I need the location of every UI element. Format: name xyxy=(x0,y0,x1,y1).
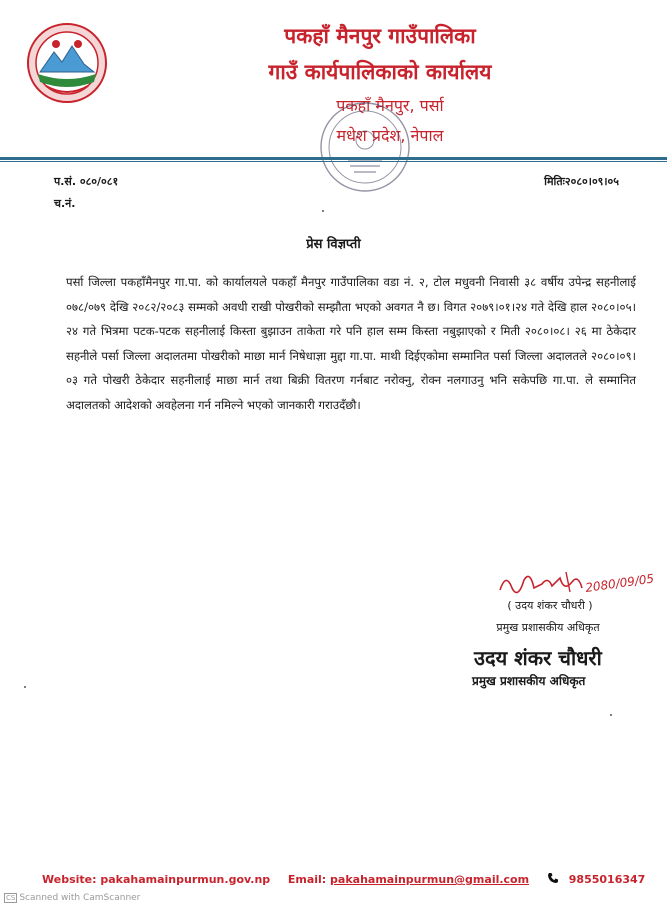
government-emblem-logo xyxy=(26,22,108,104)
header-divider xyxy=(0,157,667,160)
scan-speck xyxy=(322,210,324,212)
address-line: पकहाँ मैनपुर, पर्सा xyxy=(336,96,444,115)
notice-title: प्रेस विज्ञप्ती xyxy=(306,237,361,252)
website-label: Website: xyxy=(42,873,97,886)
office-name: गाउँ कार्यपालिकाको कार्यालय xyxy=(268,60,492,84)
contact-footer xyxy=(42,872,645,886)
scan-speck xyxy=(610,714,612,716)
document-date: मितिः२०८०।०९।०५ xyxy=(544,175,619,188)
signatory-name-stamp: उदय शंकर चौधरी xyxy=(474,646,602,670)
municipality-name: पकहाँ मैनपुर गाउँपालिका xyxy=(284,24,476,48)
scan-speck xyxy=(24,686,26,688)
signatory-designation: प्रमुख प्रशासकीय अधिकृत xyxy=(496,621,600,634)
notice-body: पर्सा जिल्ला पकहाँमैनपुर गा.पा. को कार्यालयले पकहाँ मैनपुर गाउँपालिका वडा नं. २, टोल मधुवनी निवासी ३८ वर्षीय उपेन्द्र सहनीलाई ०७८/०७९ देखि २०८२/२०८३ सम्मको अवधी राखी पोखरीको सम्झौता भएको अवगत नै छ। विगत २०७९।०१।२४ गते देखि हाल २०८०।०५।२४ गते भित्रमा पटक-पटक सहनीलाई किस्ता बुझाउन ताकेता गरे पनि हाल सम्म किस्ता नबुझाएको र मिती २०८०।०८। २६ मा ठेकेदार सहनीले पर्सा जिल्ला अदालतमा पोखरीको माछा मार्न निषेधाज्ञा मुद्दा गा.पा. माथी दिईएकोमा सम्मानित पर्सा जिल्ला अदालतले २०८०।०९।०३ गते पोखरी ठेकेदार सहनीलाई माछा मार्न तथा बिक्री वितरण गर्नबाट नरोक्नु, रोक्न नलगाउनु भनि सकेपछि गा.पा. ले सम्मानित अदालतको आदेशको अवहेलना गर्न नमिल्ने भएको जानकारी गराउदँछौ। xyxy=(66,275,636,412)
email-link[interactable]: pakahamainpurmun@gmail.com xyxy=(330,873,530,886)
header-divider-thin xyxy=(0,161,667,162)
signatory-name: ( उदय शंकर चौधरी ) xyxy=(507,599,593,612)
scanner-text: Scanned with CamScanner xyxy=(19,893,141,903)
province-line: मधेश प्रदेश, नेपाल xyxy=(336,126,444,145)
signature-date: 2080/09/05 xyxy=(584,571,655,595)
email-label: Email: xyxy=(287,873,327,886)
phone-icon xyxy=(547,872,559,884)
phone-number: 9855016347 xyxy=(568,873,646,886)
reference-number: प.सं. ०८०/०८१ xyxy=(54,175,119,188)
camscanner-badge-icon: CS xyxy=(6,894,16,902)
dispatch-number: च.नं. xyxy=(54,197,76,210)
scanner-watermark xyxy=(4,893,140,903)
office-seal-stamp xyxy=(318,100,412,194)
website-link[interactable]: pakahamainpurmun.gov.np xyxy=(100,873,271,886)
signatory-designation-stamp: प्रमुख प्रशासकीय अधिकृत xyxy=(472,674,586,688)
